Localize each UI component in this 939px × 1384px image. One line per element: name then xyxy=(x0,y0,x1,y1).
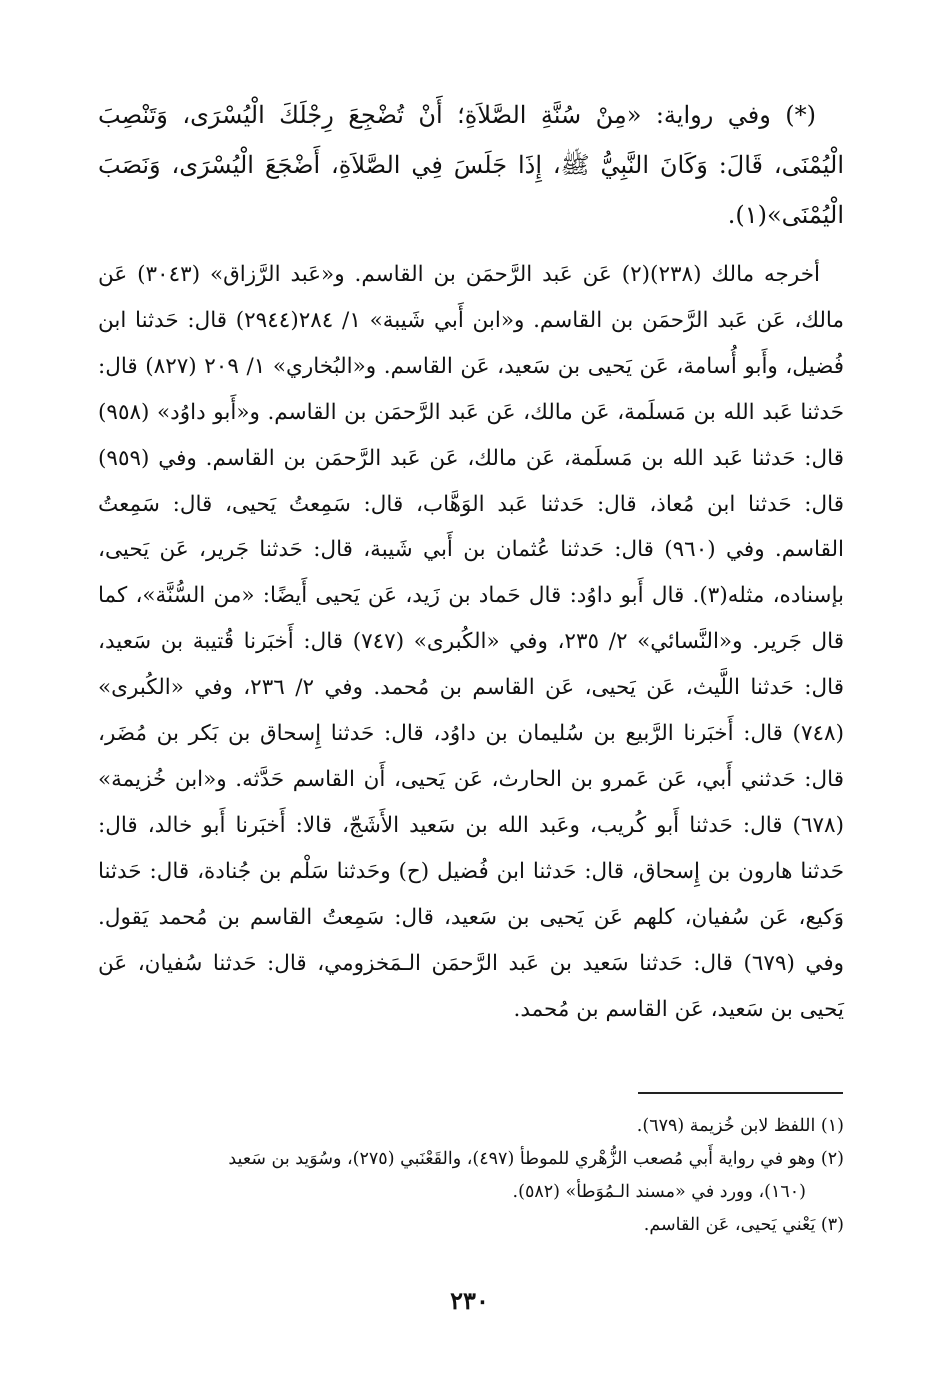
main-text xyxy=(98,90,844,1032)
takhrij-paragraph: أخرجه مالك (٢٣٨)(٢) عَن عَبد الرَّحمَن بن القاسم. و«عَبد الرَّزاق» (٣٠٤٣) عَن مالك، عَن عَبد الرَّحمَن بن القاسم. و«ابن أَبي شَيبة» ١/ ٢٨٤(٢٩٤٤) قال: حَدثنا ابن فُضيل، وأَبو أُسامة، عَن يَحيى بن سَعيد، عَن القاسم. و«البُخاري» ١/ ٢٠٩ (٨٢٧) قال: حَدثنا عَبد الله بن مَسلَمة، عَن مالك، عَن عَبد الرَّحمَن بن القاسم. و«أَبو داوُد» (٩٥٨) قال: حَدثنا عَبد الله بن مَسلَمة، عَن مالك، عَن عَبد الرَّحمَن بن القاسم. وفي (٩٥٩) قال: حَدثنا ابن مُعاذ، قال: حَدثنا عَبد الوَهَّاب، قال: سَمِعتُ يَحيى، قال: سَمِعتُ القاسم. وفي (٩٦٠) قال: حَدثنا عُثمان بن أَبي شَيبة، قال: حَدثنا جَرير، عَن يَحيى، بإسناده، مثله(٣). قال أَبو داوُد: قال حَماد بن زَيد، عَن يَحيى أَيضًا: «من السُّنَّة»، كما قال جَرير. و«النَّسائي» ٢/ ٢٣٥، وفي «الكُبرى» (٧٤٧) قال: أَخبَرنا قُتيبة بن سَعيد، قال: حَدثنا اللَّيث، عَن يَحيى، عَن القاسم بن مُحمد. وفي ٢/ ٢٣٦، وفي «الكُبرى» (٧٤٨) قال: أَخبَرنا الرَّبيع بن سُليمان بن داوُد، قال: حَدثنا إِسحاق بن بَكر بن مُضَر، قال: حَدثني أَبي، عَن عَمرو بن الحارث، عَن يَحيى، أَن القاسم حَدَّثه. و«ابن خُزيمة» (٦٧٨) قال: حَدثنا أَبو كُريب، وعَبد الله بن سَعيد الأَشَجّ، قالا: أَخبَرنا أَبو خالد، قال: حَدثنا هارون بن إِسحاق، قال: حَدثنا ابن فُضيل (ح) وحَدثنا سَلْم بن جُنادة، قال: حَدثنا وَكيع، عَن سُفيان، كلهم عَن يَحيى بن سَعيد، قال: سَمِعتُ القاسم بن مُحمد يَقول. وفي (٦٧٩) قال: حَدثنا سَعيد بن عَبد الرَّحمَن الـمَخزومي، قال: حَدثنا سُفيان، عَن يَحيى بن سَعيد، عَن القاسم بن مُحمد. xyxy=(98,262,845,1022)
footnote-3: (٣) يَعْني يَحيى، عَن القاسم. xyxy=(643,1215,844,1235)
footnote-1: (١) اللفظ لابن خُزيمة (٦٧٩). xyxy=(636,1116,844,1136)
hadith-paragraph: (*) وفي رواية: «مِنْ سُنَّةِ الصَّلاَةِ؛ أَنْ تُضْجِعَ رِجْلَكَ الْيُسْرَى، وَتَنْصِبَ الْيُمْنَى، قَالَ: وَكَانَ النَّبِيُّ ﷺ، إِذَا جَلَسَ فِي الصَّلاَةِ، أَضْجَعَ الْيُسْرَى، وَنَصَبَ الْيُمْنَى»(١). xyxy=(98,101,845,229)
footnote-2-continuation: (١٦٠)، وورد في «مسند الـمُوَطأ» (٥٨٢). xyxy=(512,1182,806,1202)
page-number: ٢٣٠ xyxy=(450,1286,489,1315)
footnote-2: (٢) وهو في رواية أَبي مُصعب الزُّهْري للموطأ (٤٩٧)، والقَعْنَبي (٢٧٥)، وسُوَيد بن سَعيد xyxy=(228,1149,844,1169)
footnote-separator xyxy=(638,1092,843,1094)
footnotes xyxy=(100,1110,844,1242)
